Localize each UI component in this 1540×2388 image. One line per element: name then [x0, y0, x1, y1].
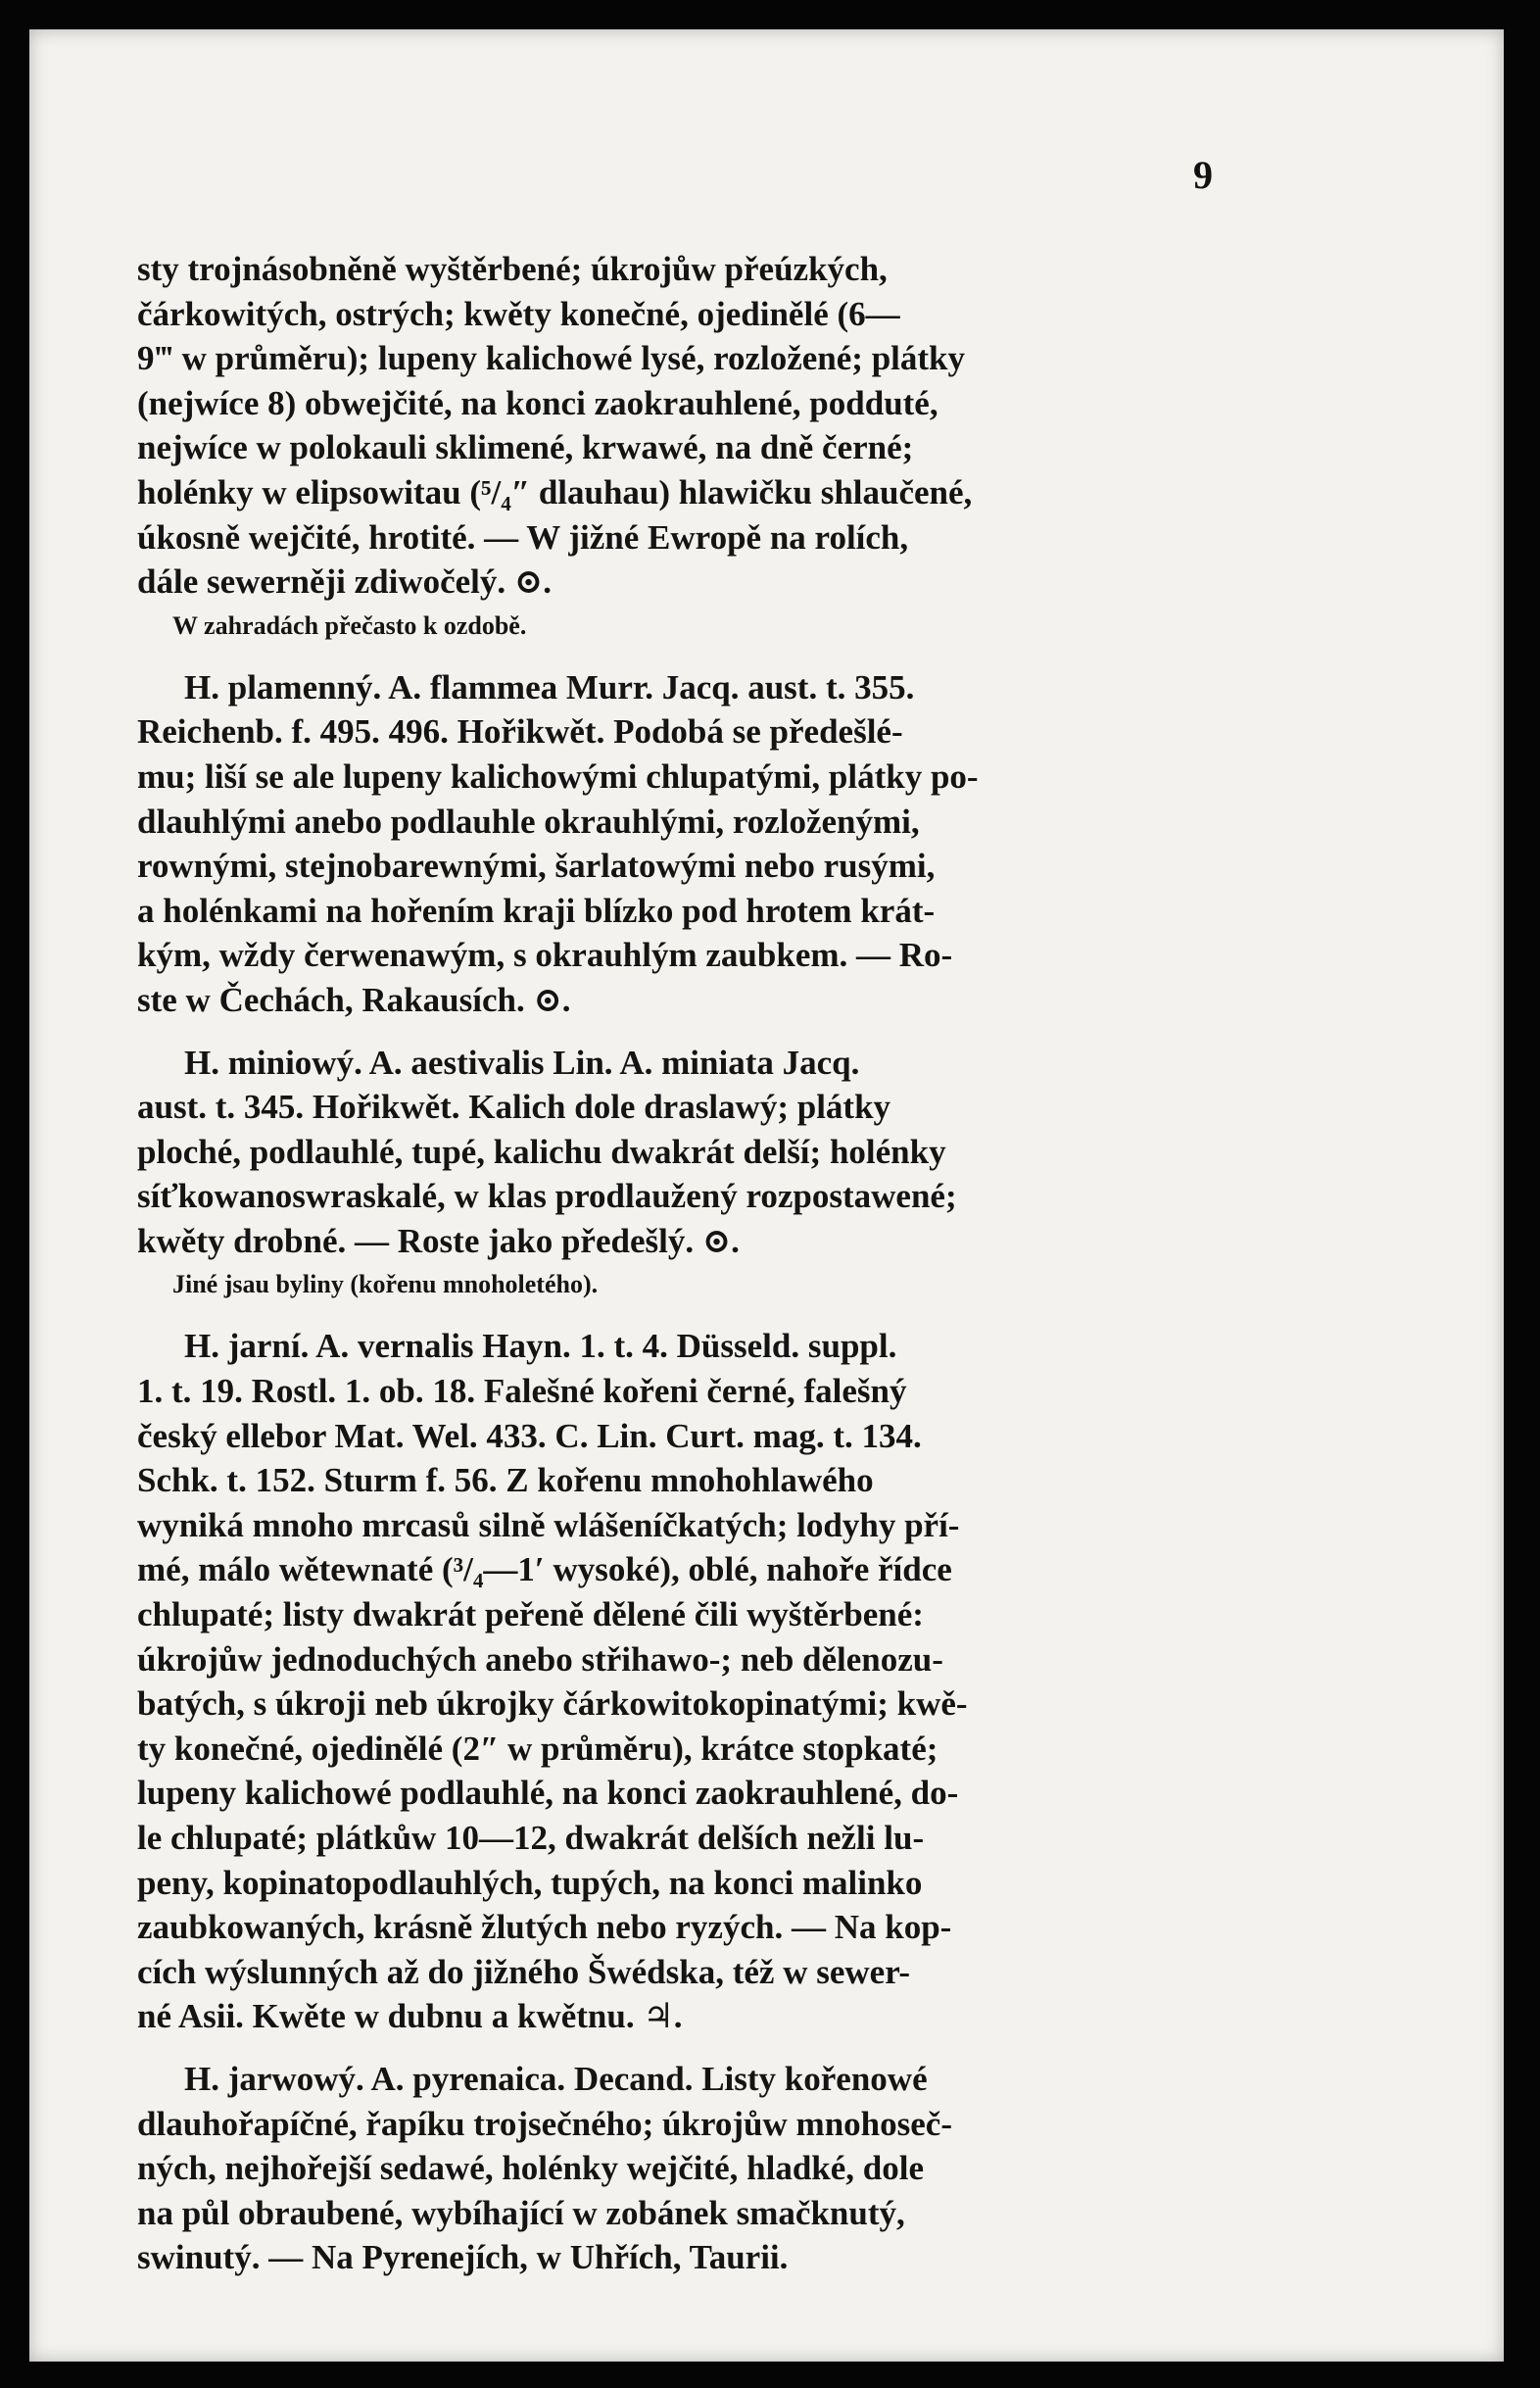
text-line: swinutý. — Na Pyrenejích, w Uhřích, Taurii.: [137, 2238, 789, 2277]
text-line: H. miniowý. A. aestivalis Lin. A. miniata Jacq.: [184, 1043, 860, 1082]
text-line: úkrojůw jednoduchých anebo střihawo-; neb dělenozu-: [137, 1639, 943, 1679]
text-line: peny, kopinatopodlauhlých, tupých, na konci malinko: [137, 1863, 923, 1902]
text-line: Jiné jsau byliny (kořenu mnoholetého).: [172, 1270, 599, 1299]
text-line: ty konečné, ojedinělé (2″ w průměru), krátce stopkaté;: [137, 1729, 938, 1768]
text-line: holénky w elipsowitau (⁵/₄″ dlauhau) hlawičku shlaučené,: [137, 472, 973, 512]
text-line: zaubkowaných, krásně žlutých nebo ryzých. — Na kop-: [137, 1908, 952, 1947]
text-line: batých, s úkroji neb úkrojky čárkowitokopinatými; kwě-: [137, 1684, 968, 1724]
text-line: na půl obraubené, wybíhající w zobánek smačknutý,: [137, 2193, 905, 2232]
text-line: nejwíce w polokauli sklimené, krwawé, na dně černé;: [137, 428, 914, 467]
page-number: 9: [1193, 153, 1213, 197]
text-line: čárkowitých, ostrých; kwěty konečné, ojedinělé (6—: [137, 294, 900, 333]
text-line: ploché, podlauhlé, tupé, kalichu dwakrát delší; holénky: [137, 1132, 946, 1171]
text-line: H. jarwowý. A. pyrenaica. Decand. Listy kořenowé: [184, 2059, 928, 2098]
text-line: ste w Čechách, Rakausích. ⊙.: [137, 980, 571, 1019]
text-line: mé, málo wětewnaté (³/₄—1′ wysoké), oblé, nahoře řídce: [137, 1550, 952, 1589]
text-line: úkosně wejčité, hrotité. — W jižné Ewropě na rolích,: [137, 517, 909, 557]
text-line: H. jarní. A. vernalis Hayn. 1. t. 4. Düsseld. suppl.: [184, 1327, 897, 1366]
text-line: chlupaté; listy dwakrát peřeně dělené čili wyštěrbené:: [137, 1595, 924, 1634]
text-line: lupeny kalichowé podlauhlé, na konci zaokrauhlené, do-: [137, 1774, 959, 1813]
text-line: rownými, stejnobarewnými, šarlatowými nebo rusými,: [137, 847, 936, 886]
text-line: W zahradách přečasto k ozdobě.: [172, 610, 527, 640]
text-line: le chlupaté; plátkůw 10—12, dwakrát delších nežli lu-: [137, 1819, 925, 1857]
text-line: síťkowanoswraskalé, w klas prodlaužený rozpostawené;: [137, 1177, 957, 1216]
text-line: český ellebor Mat. Wel. 433. C. Lin. Curt. mag. t. 134.: [137, 1416, 922, 1455]
text-line: 9‴ w průměru); lupeny kalichowé lysé, rozložené; plátky: [137, 339, 966, 378]
text-line: dále sewerněji zdiwočelý. ⊙.: [137, 562, 552, 602]
text-line: dlauhořapíčné, řapíku trojsečného; úkrojůw mnohoseč-: [137, 2104, 952, 2143]
text-line: aust. t. 345. Hořikwět. Kalich dole draslawý; plátky: [137, 1088, 891, 1127]
text-line: 1. t. 19. Rostl. 1. ob. 18. Falešné kořeni černé, falešný: [137, 1372, 907, 1411]
text-line: dlauhlými anebo podlauhle okrauhlými, rozloženými,: [137, 802, 920, 841]
text-line: ných, nejhořejší sedawé, holénky wejčité, hladké, dole: [137, 2149, 925, 2188]
text-line: Schk. t. 152. Sturm f. 56. Z kořenu mnohohlawého: [137, 1461, 874, 1500]
text-line: a holénkami na hořením kraji blízko pod hrotem krát-: [137, 891, 936, 930]
text-line: mu; liší se ale lupeny kalichowými chlupatými, plátky po-: [137, 756, 979, 796]
book-page: [29, 29, 1504, 2362]
text-line: sty trojnásobněně wyštěrbené; úkrojůw přeúzkých,: [137, 250, 888, 288]
text-line: H. plamenný. A. flammea Murr. Jacq. aust. t. 355.: [184, 667, 915, 707]
text-line: cích wýslunných až do jižného Šwédska, též w sewer-: [137, 1952, 911, 1991]
text-body: [137, 247, 1264, 2280]
text-line: kwěty drobné. — Roste jako předešlý. ⊙.: [137, 1221, 740, 1260]
text-line: wyniká mnoho mrcasů silně wlášeníčkatých; lodyhy pří-: [137, 1505, 960, 1544]
text-line: kým, wždy čerwenawým, s okrauhlým zaubkem. — Ro-: [137, 936, 953, 975]
text-line: né Asii. Kwěte w dubnu a kwětnu. ♃.: [137, 1997, 683, 2036]
text-line: Reichenb. f. 495. 496. Hořikwět. Podobá se předešlé-: [137, 712, 903, 752]
text-line: (nejwíce 8) obwejčité, na konci zaokrauhlené, podduté,: [137, 383, 938, 422]
